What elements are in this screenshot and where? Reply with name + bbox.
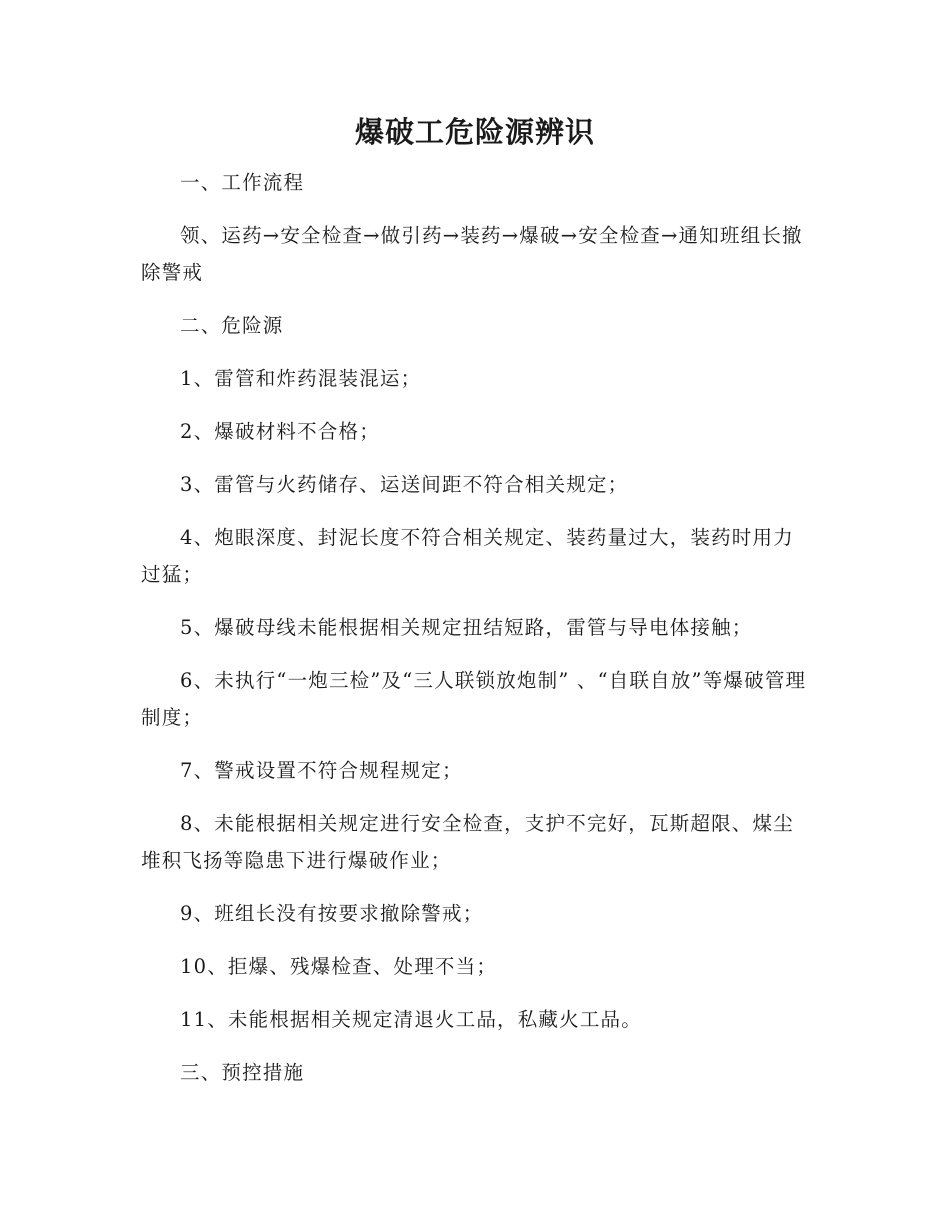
workflow-text: 领、运药→安全检查→做引药→装药→爆破→安全检查→通知班组长撤除警戒 xyxy=(141,224,803,284)
hazard-item-7: 7、警戒设置不符合规程规定； xyxy=(180,759,463,782)
hazard-item-6: 6、未执行“一炮三检”及“三人联锁放炮制” 、“自联自放”等爆破管理制度； xyxy=(141,669,807,729)
section-heading-controls: 三、预控措施 xyxy=(180,1061,305,1084)
hazard-item-11: 11、未能根据相关规定清退火工品，私藏火工品。 xyxy=(180,1008,642,1031)
hazard-item-8: 8、未能根据相关规定进行安全检查，支护不完好，瓦斯超限、煤尘堆积飞扬等隐患下进行爆破作业； xyxy=(141,812,794,872)
hazard-item-4: 4、炮眼深度、封泥长度不符合相关规定、装药量过大，装药时用力过猛； xyxy=(141,526,794,586)
section-heading-workflow: 一、工作流程 xyxy=(180,171,305,194)
document-body xyxy=(141,164,809,1107)
hazard-item-10: 10、拒爆、残爆检查、处理不当； xyxy=(180,955,498,978)
hazard-item-9: 9、班组长没有按要求撤除警戒； xyxy=(180,902,484,925)
hazard-item-1: 1、雷管和炸药混装混运； xyxy=(180,367,422,390)
document-title: 爆破工危险源辨识 xyxy=(354,115,595,149)
hazard-item-3: 3、雷管与火药储存、运送间距不符合相关规定； xyxy=(180,473,629,496)
hazard-item-5: 5、爆破母线未能根据相关规定扭结短路，雷管与导电体接触； xyxy=(180,616,753,639)
hazard-item-2: 2、爆破材料不合格； xyxy=(180,420,380,443)
section-heading-hazards: 二、危险源 xyxy=(180,314,284,337)
